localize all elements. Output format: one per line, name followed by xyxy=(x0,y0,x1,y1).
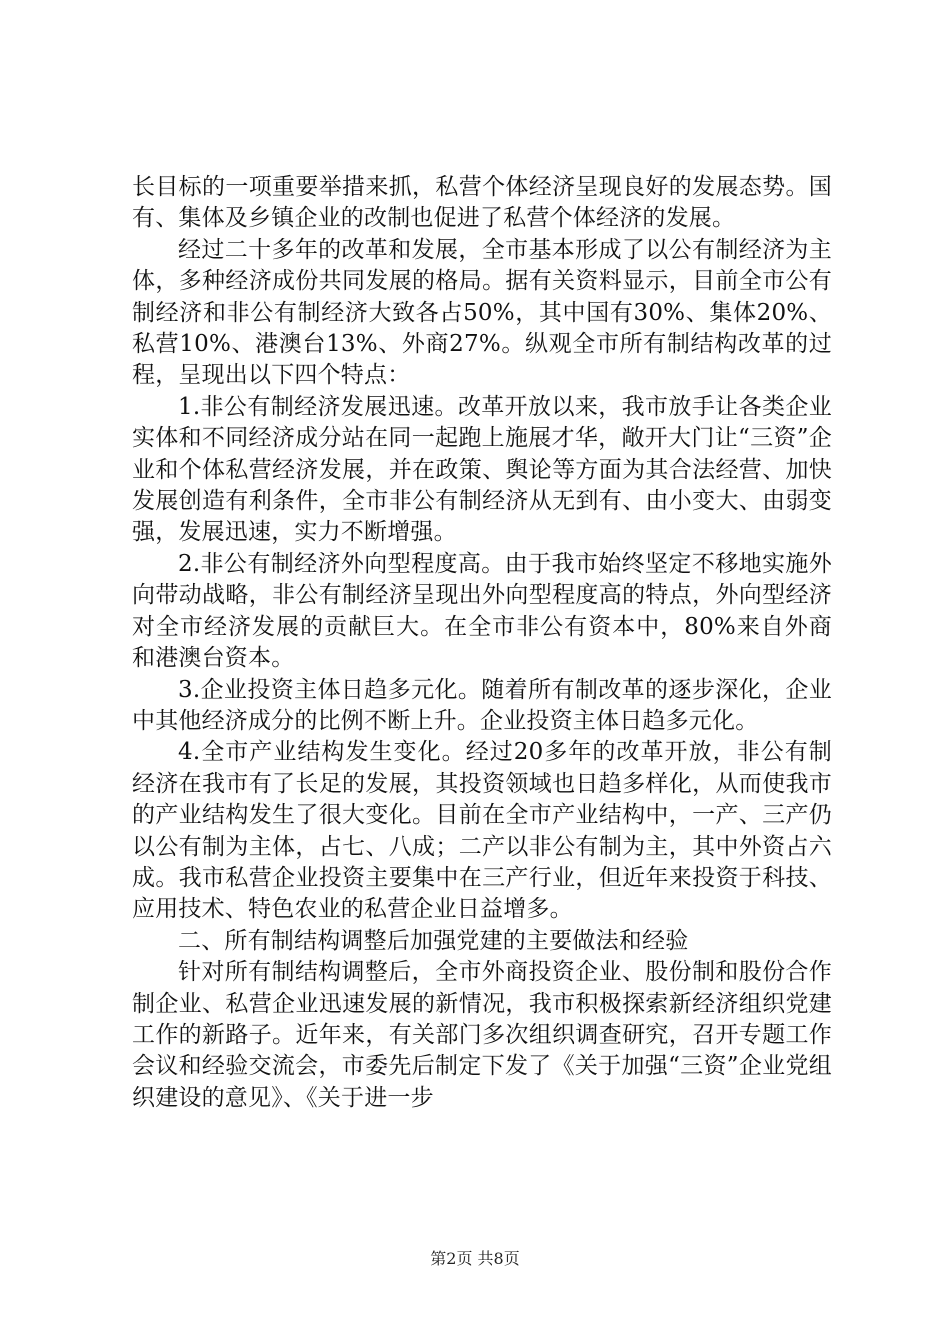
page-number: 第2页 共8页 xyxy=(430,1249,520,1268)
paragraph-practices: 针对所有制结构调整后，全市外商投资企业、股份制和股份合作制企业、私营企业迅速发展的新情况，我市积极探索新经济组织党建工作的新路子。近年来，有关部门多次组织调查研究，召开专题工作会议和经验交流会，市委先后制定下发了《关于加强“三资”企业党组织建设的意见》、《关于进一步 xyxy=(132,959,832,1111)
section-heading: 二、所有制结构调整后加强党建的主要做法和经验 xyxy=(178,927,689,954)
paragraph-point-1: 1.非公有制经济发展迅速。改革开放以来，我市放手让各类企业实体和不同经济成分站在同一起跑上施展才华，敞开大门让“三资”企业和个体私营经济发展，并在政策、舆论等方面为其合法经营、加快发展创造有利条件，全市非公有制经济从无到有、由小变大、由弱变强，发展迅速，实力不断增强。 xyxy=(132,393,832,546)
paragraph-overview: 经过二十多年的改革和发展，全市基本形成了以公有制经济为主体，多种经济成份共同发展的格局。据有关资料显示，目前全市公有制经济和非公有制经济大致各占50%，其中国有30%、集体20%、私营10%、港澳台13%、外商27%。纵观全市所有制结构改革的过程，呈现出以下四个特点： xyxy=(132,236,832,389)
paragraph-point-2: 2.非公有制经济外向型程度高。由于我市始终坚定不移地实施外向带动战略，非公有制经济呈现出外向型程度高的特点，外向型经济对全市经济发展的贡献巨大。在全市非公有资本中，80%来自外商和港澳台资本。 xyxy=(132,550,832,672)
paragraph-point-4: 4.全市产业结构发生变化。经过20多年的改革开放，非公有制经济在我市有了长足的发展，其投资领域也日趋多样化，从而使我市的产业结构发生了很大变化。目前在全市产业结构中，一产、三产仍以公有制为主体，占七、八成；二产以非公有制为主，其中外资占六成。我市私营企业投资主要集中在三产行业，但近年来投资于科技、应用技术、特色农业的私营企业日益增多。 xyxy=(132,739,832,923)
paragraph-continued: 长目标的一项重要举措来抓，私营个体经济呈现良好的发展态势。国有、集体及乡镇企业的改制也促进了私营个体经济的发展。 xyxy=(132,174,832,232)
paragraph-point-3: 3.企业投资主体日趋多元化。随着所有制改革的逐步深化，企业中其他经济成分的比例不断上升。企业投资主体日趋多元化。 xyxy=(132,676,832,734)
document-body xyxy=(132,172,832,1114)
